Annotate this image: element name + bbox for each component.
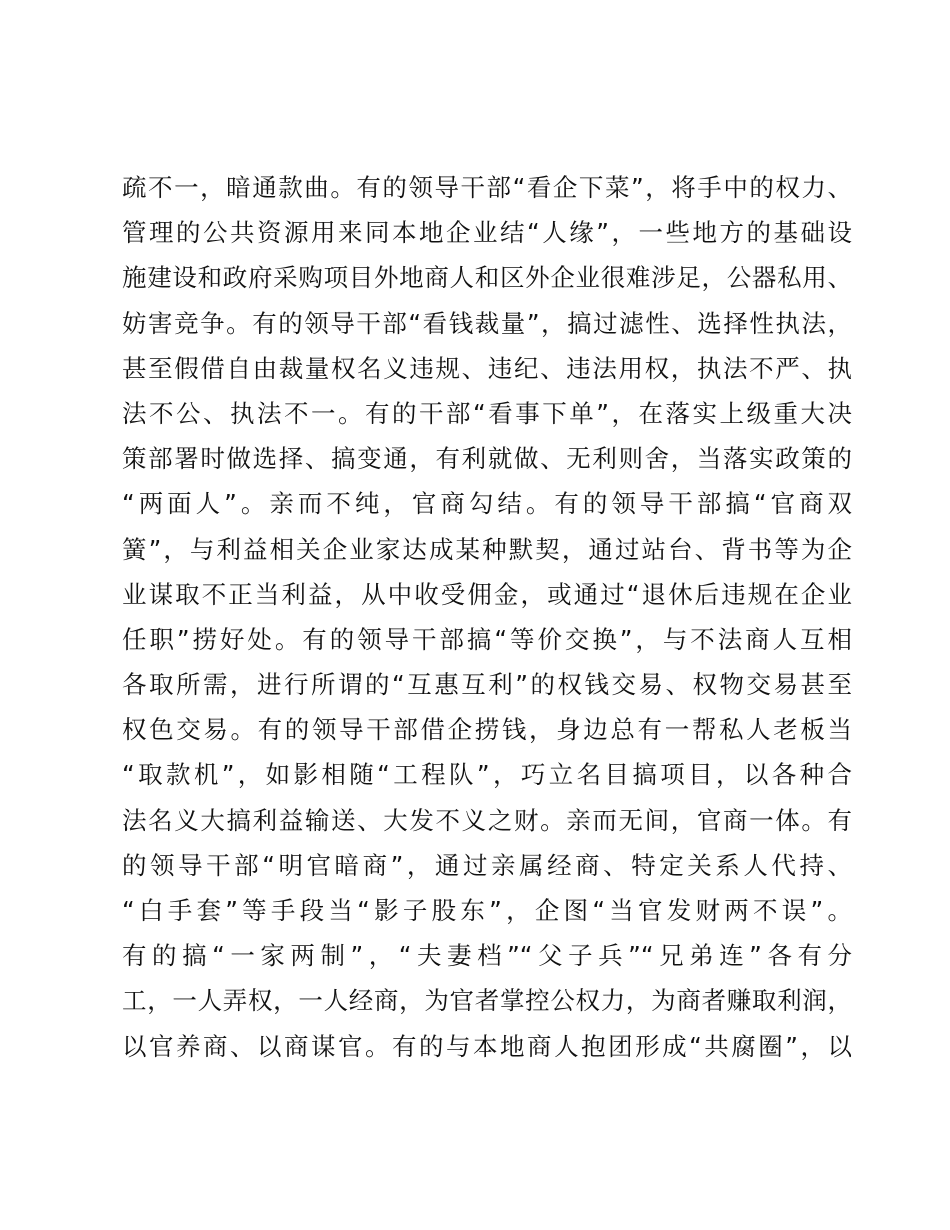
text-line: 策部署时做选择、搞变通，有利就做、无利则舍，当落实政策的 — [122, 444, 852, 474]
text-line: 的领导干部“明官暗商”，通过亲属经商、特定关系人代持、 — [122, 850, 852, 880]
text-line: 法名义大搞利益输送、大发不义之财。亲而无间，官商一体。有 — [122, 805, 852, 835]
text-line: 管理的公共资源用来同本地企业结“人缘”，一些地方的基础设 — [122, 218, 852, 248]
text-line: 簧”，与利益相关企业家达成某种默契，通过站台、背书等为企 — [122, 534, 852, 564]
text-line: 法不公、执法不一。有的干部“看事下单”，在落实上级重大决 — [122, 398, 852, 428]
text-line: 妨害竞争。有的领导干部“看钱裁量”，搞过滤性、选择性执法， — [122, 308, 852, 338]
text-line: 疏不一，暗通款曲。有的领导干部“看企下菜”，将手中的权力、 — [122, 173, 852, 202]
text-line: 任职”捞好处。有的领导干部搞“等价交换”，与不法商人互相 — [122, 624, 852, 654]
body-text — [122, 165, 852, 1069]
text-line: 有的搞“一家两制”，“夫妻档”“父子兵”“兄弟连”各有分 — [122, 941, 852, 971]
text-line: “白手套”等手段当“影子股东”，企图“当官发财两不误”。 — [122, 896, 852, 925]
text-line: 甚至假借自由裁量权名义违规、违纪、违法用权，执法不严、执 — [122, 353, 852, 383]
text-line: 权色交易。有的领导干部借企捞钱，身边总有一帮私人老板当 — [122, 715, 852, 745]
text-line: “取款机”，如影相随“工程队”，巧立名目搞项目，以各种合 — [122, 760, 852, 790]
text-line: 各取所需，进行所谓的“互惠互利”的权钱交易、权物交易甚至 — [122, 670, 852, 700]
text-line: “两面人”。亲而不纯，官商勾结。有的领导干部搞“官商双 — [122, 489, 852, 519]
text-line: 施建设和政府采购项目外地商人和区外企业很难涉足，公器私用、 — [122, 263, 852, 293]
text-line: 业谋取不正当利益，从中收受佣金，或通过“退休后违规在企业 — [122, 579, 852, 609]
text-line: 工，一人弄权，一人经商，为官者掌控公权力，为商者赚取利润， — [122, 986, 852, 1016]
text-line: 以官养商、以商谋官。有的与本地商人抱团形成“共腐圈”，以 — [122, 1031, 852, 1061]
